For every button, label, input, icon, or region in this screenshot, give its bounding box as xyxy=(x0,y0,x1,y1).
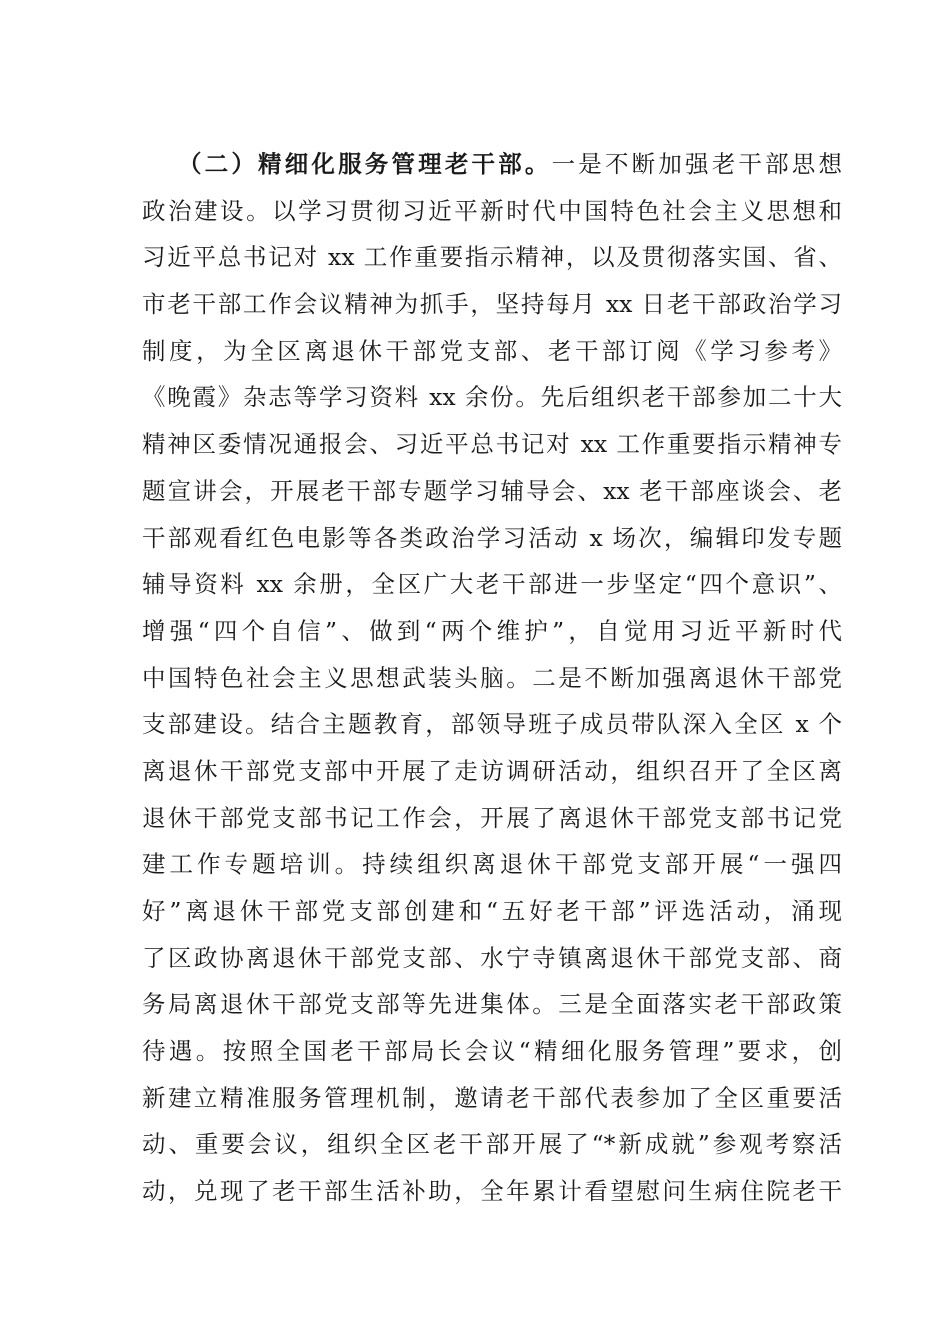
text-line: 建工作专题培训。持续组织离退休干部党支部开展“一强四 xyxy=(142,850,842,879)
text-line: 增强“四个自信”、做到“两个维护”，自觉用习近平新时代 xyxy=(142,616,842,645)
text-line: 中国特色社会主义思想武装头脑。二是不断加强离退休干部党 xyxy=(142,663,842,692)
text-line: 动、重要会议，组织全区老干部开展了“*新成就”参观考察活 xyxy=(142,1130,842,1159)
text-line: 新建立精准服务管理机制，邀请老干部代表参加了全区重要活 xyxy=(142,1083,842,1112)
text-line: 辅导资料 xx 余册，全区广大老干部进一步坚定“四个意识”、 xyxy=(142,570,842,599)
text-line: 动，兑现了老干部生活补助，全年累计看望慰问生病住院老干 xyxy=(142,1177,842,1206)
text-line: 制度，为全区离退休干部党支部、老干部订阅《学习参考》 xyxy=(142,336,842,365)
paragraph-first-line xyxy=(142,141,842,188)
text-line: 市老干部工作会议精神为抓手，坚持每月 xx 日老干部政治学习 xyxy=(142,290,842,319)
text-line: 支部建设。结合主题教育，部领导班子成员带队深入全区 x 个 xyxy=(142,710,842,739)
section-heading: （二）精细化服务管理老干部。 xyxy=(178,150,552,178)
body-paragraph xyxy=(142,141,842,1215)
text-line: 题宣讲会，开展老干部专题学习辅导会、xx 老干部座谈会、老 xyxy=(142,476,842,505)
first-line-text: 一是不断加强老干部思想 xyxy=(551,150,842,178)
text-line: 离退休干部党支部中开展了走访调研活动，组织召开了全区离 xyxy=(142,756,842,785)
text-line: 好”离退休干部党支部创建和“五好老干部”评选活动，涌现 xyxy=(142,897,842,925)
text-line: 待遇。按照全国老干部局长会议“精细化服务管理”要求，创 xyxy=(142,1037,842,1066)
text-line: 政治建设。以学习贯彻习近平新时代中国特色社会主义思想和 xyxy=(142,196,842,225)
text-line: 《晚霞》杂志等学习资料 xx 余份。先后组织老干部参加二十大 xyxy=(142,383,842,412)
text-line: 务局离退休干部党支部等先进集体。三是全面落实老干部政策 xyxy=(142,990,842,1019)
text-line: 了区政协离退休干部党支部、水宁寺镇离退休干部党支部、商 xyxy=(142,943,842,972)
text-line: 退休干部党支部书记工作会，开展了离退休干部党支部书记党 xyxy=(142,803,842,832)
text-line: 干部观看红色电影等各类政治学习活动 x 场次，编辑印发专题 xyxy=(142,523,842,552)
text-line: 精神区委情况通报会、习近平总书记对 xx 工作重要指示精神专 xyxy=(142,430,842,459)
text-line: 习近平总书记对 xx 工作重要指示精神，以及贯彻落实国、省、 xyxy=(142,243,842,272)
